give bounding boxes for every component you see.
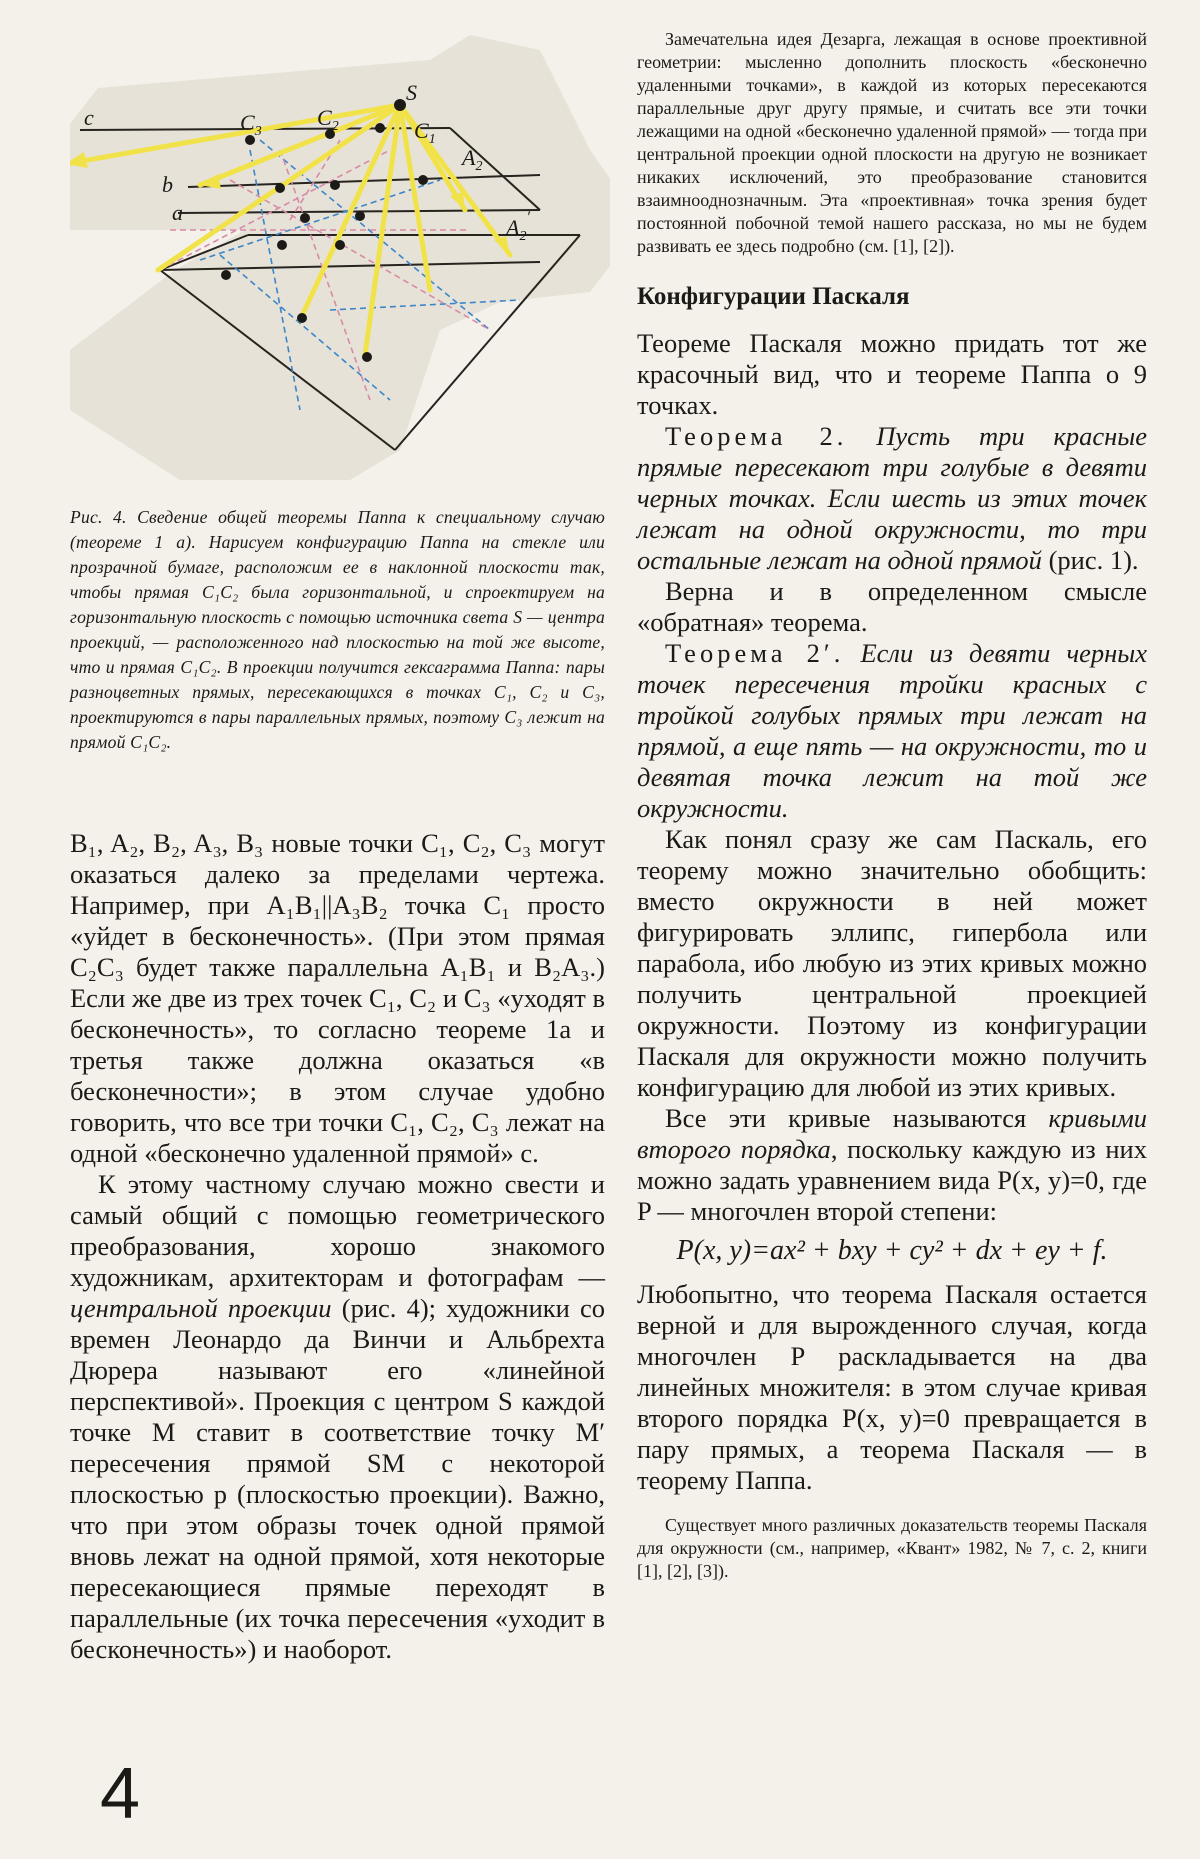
pascal-intro-paragraph: Теореме Паскаля можно придать тот же красочный вид, что и теореме Паппа о 9 точках.	[637, 328, 1147, 420]
term-central-projection: центральной проекции	[70, 1293, 332, 1323]
theorem-2-prime-label: Теорема 2′.	[665, 638, 845, 668]
theorem-2: Теорема 2. Пусть три красные прямые пересекают три голубые в девяти черных точках. Если шесть из этих точек лежат на одной окружности, то три остальные лежат на одной прямой (рис. 1).	[637, 421, 1148, 575]
page-number: 4	[100, 1754, 141, 1834]
right-column	[637, 28, 1147, 1583]
inclined-plane	[70, 35, 610, 480]
label-A2: $A_2$	[462, 145, 483, 174]
second-order-curves-paragraph: Все эти кривые называются кривыми второго порядка, поскольку каждую из них можно задать уравнением вида P(x, y)=0, где P — многочлен второй степени:	[637, 1103, 1147, 1226]
section-heading: Конфигурации Паскаля	[637, 283, 910, 310]
figure-4-projection-diagram	[70, 30, 610, 480]
label-a: a	[172, 200, 183, 225]
pascal-generalization-paragraph: Как понял сразу же сам Паскаль, его теорему можно значительно обобщить: вместо окружности в ней может фигурировать эллипс, гипербола или парабола, ибо любую из этих кривых можно получить центральной проекцией окружности. Поэтому из конфигурации Паскаля для окружности можно получить конфигурацию для любой из этих кривых.	[637, 824, 1147, 1102]
figure-caption: Рис. 4. Сведение общей теоремы Паппа к специальному случаю (теореме 1 а). Нарисуем конфигурацию Паппа на стекле или прозрачной бумаге, расположим ее в наклонной плоскости так, чтобы прямая C₁C₂ была горизонтальной, и спроектируем на горизонтальную плоскость с помощью источника света S — центра проекций, — расположенного над плоскостью на той же высоте, что и прямая C₁C₂. В проекции получится гексаграмма Паппа: пары разноцветных прямых, пересекающихся в точках C₁, C₂ и C₃, проектируются в пары параллельных прямых, поэтому C₃ лежит на прямой C₁C₂.	[70, 506, 605, 752]
label-S: S	[406, 80, 417, 105]
desargues-paragraph: Замечательна идея Дезарга, лежащая в основе проективной геометрии: мысленно дополнить плоскость «бесконечно удаленными точками», в каждой из которых пересекаются параллельные друг другу прямые, и считать все эти точки лежащими на одной «бесконечно удаленной прямой» — тогда при центральной проекции одной плоскости на другую не возникает никаких исключений, это преобразование становится взаимнооднозначным. Эта «проективная» точка зрения будет постоянной побочной темой нашего рассказа, но мы не будем развивать ее здесь подробно (см. [1], [2]).	[637, 29, 1147, 256]
degenerate-case-paragraph: Любопытно, что теорема Паскаля остается верной и для вырожденного случая, когда многочлен P раскладывается на два линейных множителя: в этом случае кривая второго порядка P(x, y)=0 превращается в пару прямых, а теорема Паскаля — в теорему Паппа.	[637, 1279, 1147, 1495]
projection-svg	[70, 30, 610, 480]
footnote-proofs: Существует много различных доказательств теоремы Паскаля для окружности (см., например, «Квант» 1982, № 7, с. 2, книги [1], [2], [3]).	[637, 1515, 1147, 1581]
label-C1: $C_1$	[414, 118, 436, 147]
theorem-2-label: Теорема 2.	[665, 421, 848, 451]
left-paragraph-1: B₁, A₂, B₂, A₃, B₃ новые точки C₁, C₂, C₃ могут оказаться далеко за пределами чертежа. Например, при A₁B₁||A₃B₂ точка C₁ просто «уйдет в бесконечность». (При этом прямая C₂C₃ будет также параллельна A₁B₁ и B₂A₃.) Если же две из трех точек C₁, C₂ и C₃ «уходят в бесконечность», то согласно теореме 1а и третья также должна оказаться «в бесконечности»; в этом случае удобно говорить, что все три точки C₁, C₂, C₃ лежат на одной «бесконечно удаленной прямой» c.	[70, 828, 605, 1168]
left-paragraph-2: К этому частному случаю можно свести и самый общий с помощью геометрического преобразования, хорошо знакомого художникам, архитекторам и фотографам — центральной проекции (рис. 4); художники со времен Леонардо да Винчи и Альбрехта Дюрера называют его «линейной перспективой». Проекция с центром S каждой точке M ставит в соответствие точку M′ пересечения прямой SM с некоторой плоскостью p (плоскостью проекции). Важно, что при этом образы точек одной прямой вновь лежат на одной прямой, хотя некоторые пересекающиеся прямые переходят в параллельные (их точка пересечения «уходит в бесконечность») и наоборот.	[70, 1169, 606, 1664]
label-b: b	[162, 172, 173, 197]
label-C3: $C_3$	[240, 110, 262, 139]
converse-paragraph: Верна и в определенном смысле «обратная» теорема.	[637, 576, 1147, 637]
label-C2: $C_2$	[317, 105, 339, 134]
left-column	[70, 828, 605, 1665]
label-c: c	[84, 105, 94, 130]
label-A2-prime: $A_2'$	[506, 209, 530, 244]
theorem-2-prime: Теорема 2′. Если из девяти черных точек пересечения тройки красных с тройкой голубых прямых три лежат на прямой, а еще пять — на окружности, то и девятая точка лежит на той же окружности.	[637, 638, 1148, 823]
term-second-order-curves: кривыми второго порядка	[637, 1103, 1147, 1164]
polynomial-formula: P(x, y)=ax² + bxy + cy² + dx + ey + f.	[676, 1235, 1108, 1266]
